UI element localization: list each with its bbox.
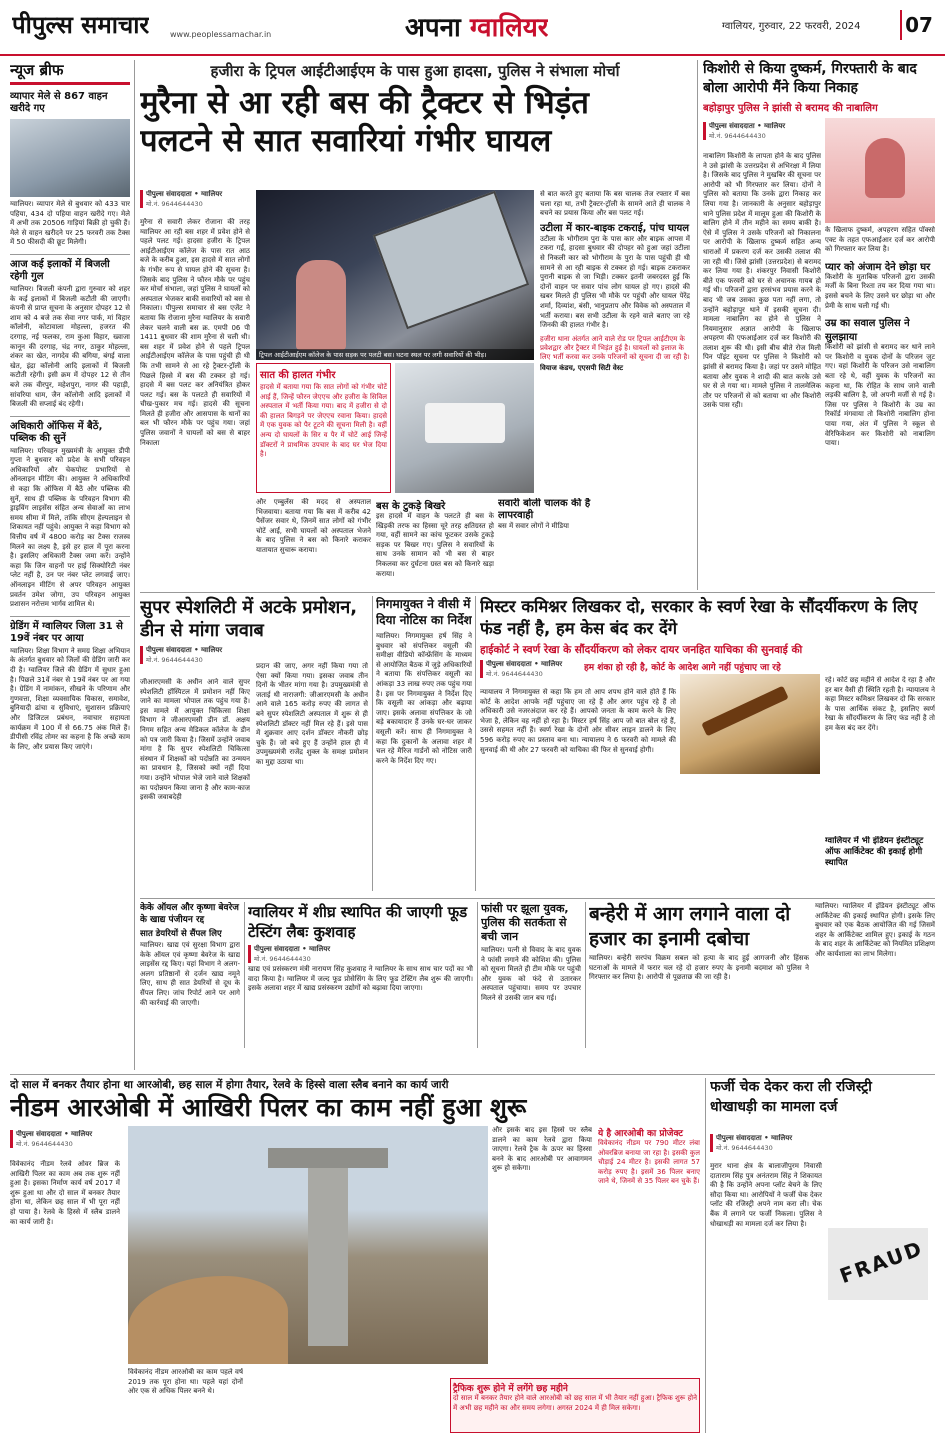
swarn-rekha-headline: मिस्टर कमिश्नर लिखकर दो, सरकार के स्वर्ण रेखा के सौंदर्यीकरण के लिए फंड नहीं है, हम केस बंद कर देंगे xyxy=(480,597,918,638)
illustration-photo xyxy=(825,118,935,223)
love-left-home-body: किशोरी के मुताबिक परिजनों द्वारा उसकी मर्जी के बिना रिश्ता तय कर दिया गया था। इससे बचने के लिए उसने घर छोड़ा था और प्रेमी के साथ चली गई थी। xyxy=(825,272,935,310)
section-title-city: ग्वालियर xyxy=(469,13,549,43)
hospital-photo xyxy=(395,363,534,493)
super-speciality-byline: पीपुल्स संवाददाता • ग्वालियर मो.नं. 9644644430 xyxy=(140,646,250,664)
lead-byline: पीपुल्स संवाददाता • ग्वालियर मो.नं. 9644644430 xyxy=(140,190,250,208)
swarn-rekha-story xyxy=(480,596,935,896)
rob-body-3: और इसके बाद इस हिस्से पर स्लैब डालने का काम रेलवे द्वारा किया जाएगा। रेलवे ट्रैक के ऊपर का हिस्सा बनने के बाद आरओबी पर आवागमन शुरू हो सकेगा। xyxy=(492,1126,592,1173)
right-top-col2-body: के खिलाफ दुष्कर्म, अपहरण सहित पॉक्सो एक्ट के तहत एफआईआर दर्ज कर आरोपी को गिरफ्तार कर लिया है। xyxy=(825,226,935,254)
rob-body: विवेकानंद नीडम रेलवे ओवर ब्रिज के आखिरी पिलर का काम अब तक शुरू नहीं हुआ है। इसका निर्माण कार्य वर्ष 2017 में शुरू हुआ था और दो साल में बनकर तैयार होना था, लेकिन छह साल में भी पूरा नहीं हो पाया है। रेलवे के हिस्से में स्लैब डालने का कार्य जारी है। xyxy=(10,1160,120,1226)
asp-credit: वियाज कंडच, एएसपी सिटी वेस्ट xyxy=(540,363,624,372)
section-title-prefix: अपना xyxy=(405,13,461,43)
right-top-body: नाबालिग किशोरी के लापता होने के बाद पुलिस ने उसे झांसी के उत्तरप्रदेश से अभिरक्षा में लिया है। जिसके बाद पुलिस ने मुखबिर की सूचना पर आरोपी को भी गिरफ्तार कर लिया। दोनों ने पुलिस को बताया कि उनके द्वारा निकाह कर लिया गया है। जानकारी के अनुसार बहोड़ापुर थाने पुलिस प्रदेश में मालूम हुआ की किशोरी के बालिग होने में तीन महीने का समय बाकी है। ऐसे में पुलिस ने उसके परिजनों को निकालना पर आरोपी के खिलाफ दुष्कर्म सहित अन्य धाराओं में प्रकरण दर्ज कर उसकी तलाश की जा रही थी। जिसे झांसी (उत्तरप्रदेश) से बरामद कर लिया गया है। शंकरपुर निवासी किशोरी बीते एक फरवरी को घर से अचानक गायब हो गई थी। परिजनों द्वारा हरसंभव प्रयास करने के बाद भी जब उसका कुछ पता नहीं लगा, तो उन्होंने बहोड़ापुर थाने में इसकी सूचना दी। मामला नाबालिग का होने से पुलिस ने नियमानुसार अज्ञात आरोपी के खिलाफ अपहरण की एफआईआर दर्ज कर किशोरी की तलाश शुरू की थी। इसी बीच बीते रोज मिली पिन पॉइंट सूचना पर पुलिस ने किशोरी को झांसी से बरामद किया है। जहां पर उसने मोहित बताया और युवक ने शादी की बात करके उसे घर से ले गया था। मामले पुलिस ने तालमेलिक तौर पर परिजनों से को बताया था और किशोरी उसके पास रही। xyxy=(703,152,821,410)
age-question-body: किशोरी को झांसी से बरामद कर थाने लाने पर किशोरी व युवक दोनों के परिजन जुट गए। वहां किशोरी के परिजन उसे नाबालिग बता रहे थे, वहीं युवक के परिजनों का कहना था, कि रोहित के साथ जाने वाली लड़की बालिग है, जो अपनी मर्जी से गई है। जिस पर पुलिस ने किशोरी के उम्र का रिकॉर्ड मंगवाया तो किशोरी नाबालिग होना पाया गया, अंत में पुलिस ने स्कूल से वेरिफिकेशन कर किशोरी को नाबालिग पाया। xyxy=(825,343,935,448)
rob-body-2: विवेकानंद नीडम आरओबी का काम पहले वर्ष 2019 तक पूरा होना था। पहले यहां दोनों ओर एक से अधिक पिलर बनने थे। xyxy=(128,1368,243,1396)
rob-byline: पीपुल्स संवाददाता • ग्वालियर मो.नं. 9644644430 xyxy=(10,1130,120,1148)
rob-kicker: दो साल में बनकर तैयार होना था आरओबी, छह साल में होगा तैयार, रेलवे के हिस्से वाला स्लैब बनाने का कार्य जारी xyxy=(10,1079,449,1091)
banheri-arson-body: ग्वालियर। बन्हेरी सरपंच विक्रम सबल को हत्या के बाद हुई आगजनी और हिंसक घटनाओं के मामले में फरार चल रहे दो हजार रुपए के इनामी बदमाश को पुलिस ने गिरफ्तार कर लिया है। आरोपी से पूछताछ की जा रही है। xyxy=(589,954,809,982)
super-speciality-story xyxy=(140,596,368,896)
swarn-rekha-body: न्यायालय ने निगमायुक्त से कहा कि हम तो आप शपथ होने वाले होते हैं कि कोर्ट के आदेश आपके नहीं पहुंचाए जा रहे हैं और अगर पहुंच रहे हैं तो अधिकारी उसे नजरअंदाज कर रहे हैं। आपको जनता के काम करने के लिए भेजा है, लेकिन वह नहीं हो रहा है। मिस्टर हर्ष सिंह आप जो बात बोल रहे हैं, उससे सहमत नहीं हैं। स्वर्ण रेखा के दोनों ओर सीवर लाइन डालने के लिए 596 करोड़ रुपए का प्रस्ताव बना था। न्यायालय ने 6 फरवरी को मामले की सुनवाई की थी और 27 फरवरी को याचिका की फिर से सुनवाई होगी। xyxy=(480,688,676,754)
commissioner-notice-body: ग्वालियर। निगमायुक्त हर्ष सिंह ने बुधवार को संपत्तिकर वसूली की समीक्षा वीडियो कॉन्फ्रेंसिंग के माध्यम से आयोजित बैठक में जुड़े अधिकारियों ने बताया कि संपत्तिकर वसूली का आंकड़ा 33 लाख रुपए तक पहुंच गया है। इस पर निगमायुक्त ने निर्देश दिए कि वसूली का आंकड़ा और बढ़ाया जाए। इसके अलावा संपत्तिकर के जो बड़े बकायादार हैं उनके घर-घर जाकर वसूली करें। साथ ही निगमायुक्त ने कहा कि दुकानों के अलावा शहर में चल रहे मैरिज गार्डनों को नोटिस जारी करने के निर्देश दिए गए। xyxy=(376,632,472,765)
age-question-title: उम्र का सवाल पुलिस ने सुलझाया xyxy=(825,318,910,344)
swarn-rekha-pullquote: हम शंका हो रही है, कोर्ट के आदेश आगे नहीं पहुंचाए जा रहे xyxy=(584,663,781,673)
hanging-youth-story xyxy=(481,902,581,1050)
architect-body-box xyxy=(815,902,935,1050)
brief-1-title: व्यापार मेले से 867 वाहन खरीदे गए xyxy=(10,91,108,114)
paper-name: पीपुल्स समाचार xyxy=(12,10,150,39)
brief-4-title: ग्रेडिंग में ग्वालियर जिला 31 से 19वें नंबर पर आया xyxy=(10,616,130,645)
serious-condition-label: सात की हालत गंभीर xyxy=(260,370,336,381)
lead-headline-1: मुरैना से आ रही बस की ट्रैक्टर से भिड़ंत xyxy=(140,85,589,121)
super-speciality-body-2: प्रदान की जाए, अगर नहीं किया गया तो ऐसा क्यों किया गया। इसका जवाब तीन दिनों के भीतर मांगा गया है। उपमुख्यमंत्री से जताई थी नाराजगी: जीआरएमसी के अधीन आने वाले 165 करोड़ रुपए की लागत से बने सुपर स्पेशलिटी अस्पताल में शुरू से ही स्पेशलिटी डॉक्टर नहीं मिल रहे हैं। इसे पास में शुक्रवार आए दर्शन डॉक्टर नौकरी छोड़ चुके हैं। जो बचे हुए हैं उन्होंने हाल ही में उपमुख्यमंत्री राजेंद्र शुक्ल के समक्ष प्रमोशन का मुद्दा उठाया था। xyxy=(256,662,368,766)
food-testing-lab-story xyxy=(248,902,473,1050)
crowd-shape xyxy=(296,260,346,350)
lead-headline-2: पलटने से सात सवारियां गंभीर घायल xyxy=(140,123,552,159)
masthead xyxy=(0,0,945,56)
lead-col-4-body: से बात करते हुए बताया कि बस चालक तेज रफ्तार में बस चला रहा था, तभी ट्रैक्टर-ट्रॉली के सामने आते ही चालक ने बचने का प्रयास किया और बस पलट गई। xyxy=(540,190,690,218)
asp-quote-text: हजीरा थाना अंतर्गत आने वाले रोड पर ट्रिपल आईटीएम के प्रवेशद्वार और ट्रैक्टर में भिड़ंत हुई है। घायलों को इलाज के लिए भर्ती करवा कर उनके परिजनों को सूचना दी जा रही है। xyxy=(540,334,690,361)
brief-2-title: आज कई इलाकों में बिजली रहेगी गुल xyxy=(10,254,130,283)
asp-quote xyxy=(540,335,690,373)
right-top-col2 xyxy=(825,226,935,590)
bus-pieces-body: इस हादसे में वाहन के पलटते ही बस के खिड़की तरफ का हिस्सा चूरे तरह क्षतिग्रस्त हो गया, वहीं सामने का कांच फूटकर उसके टुकड़े सड़क पर बिखर गए। पुलिस ने सवारियों के साथ उनके सामान को भी बस से बाहर निकलवा कर दुर्घटना ग्रस्त बस को किनारे खड़ा कराया। xyxy=(376,512,494,578)
architect-headline: ग्वालियर में भी इंडियन इंस्टीट्यूट ऑफ आर्किटेक्ट की इकाई होगी स्थापित xyxy=(825,836,924,868)
fraud-stamp-image xyxy=(828,1228,928,1300)
utila-accident-title: उटीला में कार-बाइक टकराई, पांच घायल xyxy=(540,222,690,234)
brief-2-body: ग्वालियर। बिजली कंपनी द्वारा गुरुवार को शहर के कई इलाकों में बिजली कटौती की जाएगी। कंपनी से प्राप्त सूचना के अनुसार दोपहर 12 से शाम को 4 बजे तक सेवा नगर पार्क, मां विहार कॉलोनी, कोटावाला मोहल्ला, हजरत की दरगाह, नई फलका, राम कुआ विहार, ख्वाजा कानून की दरगाह, चंद्र नगर, ठाकुर मोहल्ला, शंकर का खेत, नागदेव की बगिया, बंगई वाला खेत, इंद्रा कॉलोनी आदि इलाकों में बिजली कटौती रहेगी। इसी क्रम में दोपहर 12 से तीन बजे तक वीरपुर, महेशपुरा, नागर की पहाड़ी, सांवरिया धाम, जैन कॉलोनी आदि इलाकों में बिजली की सप्लाई बंद रहेगी। xyxy=(10,284,130,409)
swarn-rekha-body-right: रहे। कोर्ट छह महीने से आदेश दे रहा है और हर बार वैसी ही स्थिति रहती है। न्यायालय ने कहा मिस्टर कमिश्नर लिखकर दो कि सरकार के पास आर्थिक संकट है, इसलिए स्वर्ण रेखा के सौंदर्यीकरण के लिए फंड नहीं है तो हम केस बंद कर देंगे। xyxy=(825,676,935,732)
food-testing-lab-headline: ग्वालियर में शीघ्र स्थापित की जाएगी फूड टेस्टिंग लैबः कुशवाह xyxy=(248,903,468,941)
hanging-youth-headline: फांसी पर झूला युवक, पुलिस की सतर्कता से बची जान xyxy=(481,902,569,943)
rob-info-title: ये है आरओबी का प्रोजेक्ट xyxy=(598,1129,683,1139)
dateline: ग्वालियर, गुरुवार, 22 फरवरी, 2024 xyxy=(722,21,861,32)
right-top-byline: पीपुल्स संवाददाता • ग्वालियर मो.नं. 9644644430 xyxy=(703,122,823,140)
rob-story xyxy=(10,1078,700,1433)
brief-3-title: अधिकारी ऑफिस में बैठें, पब्लिक की सुनें xyxy=(10,416,130,445)
traffic-box xyxy=(450,1378,700,1433)
bus-pieces-title: बस के टुकड़े बिखरे xyxy=(376,501,446,512)
commissioner-notice-story xyxy=(376,596,472,896)
food-license-sub: सात डेयरियों से सैंपल लिए xyxy=(140,929,222,939)
section-title xyxy=(405,8,548,44)
driver-negligence-title: सवारी बोली चालक की है लापरवाही xyxy=(498,498,591,521)
traffic-box-body: दो साल में बनकर तैयार होने वाले आरओबी को छह साल में भी तैयार नहीं हुआ। ट्रैफिक शुरू होने में अभी छह महीने का और समय लगेगा। अगस्त 2024 में ही मिल सकेगा। xyxy=(453,1394,697,1412)
driver-negligence-body: बस में सवार लोगों ने मीडिया xyxy=(498,522,569,530)
love-left-home-title: प्यार को अंजाम देने छोड़ा घर xyxy=(825,261,931,273)
serious-condition-box xyxy=(256,363,391,493)
bus-accident-photo xyxy=(256,190,534,360)
swarn-rekha-subhead: हाईकोर्ट ने स्वर्ण रेखा के सौंदर्यीकरण को लेकर दायर जनहित याचिका की सुनवाई की xyxy=(480,644,803,656)
pillar-shape xyxy=(308,1156,348,1346)
fraud-body: मुरार थाना क्षेत्र के बालाजीपुरम निवासी दाताराम सिंह पुत्र अनंतराम सिंह ने शिकायत की है कि उन्होंने अपना प्लॉट बेचने के लिए सौदा किया था। आरोपियों ने फर्जी चेक देकर प्लॉट की रजिस्ट्री अपने नाम करा ली। चेक बैंक में लगाने पर फर्जी निकला। पुलिस ने धोखाधड़ी का मामला दर्ज कर लिया है। xyxy=(710,1162,822,1228)
right-top-story xyxy=(703,60,935,590)
lead-phone: मो.नं. 9644644430 xyxy=(146,200,203,208)
lead-kicker: हजीरा के ट्रिपल आईटीआईएम के पास हुआ हादसा, पुलिस ने संभाला मोर्चा xyxy=(210,62,620,80)
food-testing-lab-body: खाद्य एवं प्रसंस्करण मंत्री नारायण सिंह कुशवाह ने ग्वालियर के साथ साथ चार पदों का भी वादा किया है। ग्वालियर में जल्द फूड प्रोसेसिंग के लिए फूड टेस्टिंग लैब शुरू की जाएगी। इसके अलावा शहर में खाद्य प्रसंस्करण उद्योगों को बढ़ावा दिया जाएगा। xyxy=(248,965,473,993)
food-license-story xyxy=(140,902,240,1050)
lead-sub-1 xyxy=(376,498,494,590)
right-top-subhead: बहोड़ापुर पुलिस ने झांसी से बरामद की नाबालिग xyxy=(703,103,878,114)
fraud-story xyxy=(710,1078,935,1433)
traffic-box-title: ट्रैफिक शुरू होने में लगेंगे छह महीने xyxy=(453,1384,568,1394)
utila-accident-body: उटीला के भोगीराम पुरा के पास कार और बाइक आपस में टकरा गईं, हादसा बुधवार की दोपहर को हुआ जहां उटीला से निकली कार को भोगीराम के पुरा के पास पहुंची ही थी सामने से आ रही बाइक से टक्कर हो गई। बाइक टकराकर पुरानी बाइक से जा भिड़ी। टक्कर इतनी जबरदस्त हुई कि दोनों वाहन पर सवार पांच लोग घायल हो गए। हादसे की खबर मिलते ही पुलिस भी मौके पर पहुंची और घायल पेरेंद्र शर्मा, दिव्यांश, बंसी, भानुप्रताप और विवेक को अस्पताल में भर्ती कराया। बस सभी उटीला के रहने वाले बताए जा रहे जिनकी की हालत गंभीर है। xyxy=(540,234,690,330)
website: www.peoplessamachar.in xyxy=(170,30,272,39)
lead-story xyxy=(140,60,690,590)
food-license-body: ग्वालियर। खाद्य एवं सुरक्षा विभाग द्वारा केके ऑयल एवं कृष्णा बेवरेज के खाद्य लाइसेंस रद्द किए। यहां विभाग ने अलग-अलग प्रतिष्ठानों से दर्जन खाद्य नमूने लिए, साथ ही सात डेयरियों से दूध के सैंपल लिए। जांच रिपोर्ट आने पर आगे की कार्रवाई की जाएगी। xyxy=(140,941,240,1007)
hanging-youth-body: ग्वालियर। पत्नी से विवाद के बाद युवक ने फांसी लगाने की कोशिश की। पुलिस को सूचना मिलते ही टीम मौके पर पहुंची और युवक को फंदे से उतारकर अस्पताल पहुंचाया। समय पर उपचार मिलने से उसकी जान बच गई। xyxy=(481,946,581,1002)
rob-info-box xyxy=(598,1126,700,1376)
architect-body: ग्वालियर। ग्वालियर में इंडियन इंस्टीट्यूट ऑफ आर्किटेक्ट की इकाई स्थापित होगी। इसके लिए बुधवार को एक बैठक आयोजित की गई जिसमें शहर के आर्किटेक्ट शामिल हुए। इकाई के गठन के बाद शहर के आर्किटेक्ट को नियमित प्रशिक्षण और कार्यशाला का लाभ मिलेगा। xyxy=(815,902,935,958)
gavel-photo xyxy=(680,674,820,774)
page-number: 07 xyxy=(900,10,936,40)
super-speciality-body: जीआरएमसी के अधीन आने वाले सुपर स्पेशलिटी हॉस्पिटल में प्रमोशन नहीं किए जाने का मामला भोपाल तक पहुंच गया है। इस मामले में आयुक्त चिकित्सा शिक्षा विभाग ने जीआरएमसी डीन डॉ. अक्षय निगम सहित अन्य मेडिकल कॉलेज के डीन को पत्र जारी किया है। जिसमें उन्होंने जवाब मांगा है कि सुपर स्पेशलिटी चिकित्सा संस्थान में शिक्षकों को पदोन्नति का उन्मयन का प्रावधान है, जिसको क्यों नहीं दिया गया। उन्होंने भोपाल भेजे जाने वाले शिक्षकों का पदोन्नयन किया जाना है और काम-काज इसकी जवाबदेही xyxy=(140,678,250,802)
news-brief-header: न्यूज ब्रीफ xyxy=(10,60,130,85)
right-top-headline: किशोरी से किया दुष्कर्म, गिरफ्तारी के बाद बोला आरोपी मैंने किया निकाह xyxy=(703,61,917,96)
fraud-stamp-text: FRAUD xyxy=(836,1235,927,1289)
rob-headline: नीडम आरओबी में आखिरी पिलर का काम नहीं हुआ शुरू xyxy=(10,1093,527,1122)
photo-caption: ट्रिपल आईटीआईएम कॉलेज के पास सड़क पर पलटी बस। घटना स्थल पर लगी सवारियों की भीड़। xyxy=(256,349,534,360)
architect-story xyxy=(825,836,935,896)
fraud-kicker: फर्जी चेक देकर करा ली रजिस्ट्री xyxy=(710,1079,872,1095)
lead-col-1: मुरैना से सवारी लेकर रोजाना की तरह ग्वालियर आ रही बस शहर में प्रवेश होने से पहले पलट गई। हादसा हजीरा के ट्रिपल आईटीआईएम कॉलेज के पास रात आठ बजे के करीब हुआ, इस हादसे में सात लोगों के गंभीर रूप से घायल होने की सूचना है। जिसके बाद पुलिस ने फौरन मौके पर पहुंच कर मोर्चा संभाला, जहां पुलिस ने घायलों को अस्पताल भेजकर बाकी सवारियों को बस से निकाला। पीपुल्स समाचार से बस एजेंट ने बताया कि रोजाना मुरैना ग्वालियर के सवारी लेकर चलने वाली बस क्र. एमपी 06 पी 1411 बुधवार की शाम मुरैना से चली थी। बस शहर में प्रवेश होने से पहले ट्रिपल आईटीआईएम कॉलेज के पास पहुंची ही थी कि तभी सामने से आ रहे ट्रैक्टर-ट्रॉली के पिछले हिस्से में बस की टक्कर हो गई। हादसे में बस पलट कर अनियंत्रित होकर पलट गई। बस के पलटते ही सवारियों में चीख-पुकार मच गई। हादसे की सूचना मिलते ही हजीरा और आसपास के थानों का बल भी फौरन मौके पर पहुंच गया। जहां पुलिस जवानों ने घायलों को बस से बाहर निकाला xyxy=(140,218,250,447)
bus-shape xyxy=(373,191,529,329)
rob-info-body: विवेकानंद नीडम पर 790 मीटर लंबा ओवरब्रिज बनाया जा रहा है। इसकी कुल चौड़ाई 24 मीटर है। इसकी लागत 57 करोड़ रुपए है। इसमें 36 पिलर बनाए जाने थे, जिनमें से 35 पिलर बन चुके हैं। xyxy=(598,1139,700,1186)
food-license-headline: केके ऑयल और कृष्णा बेवरेज के खाद्य पंजीयन रद्द xyxy=(140,903,239,925)
rob-photo xyxy=(128,1126,488,1364)
food-testing-lab-byline: पीपुल्स संवाददाता • ग्वालियर मो.नं. 9644644430 xyxy=(248,945,348,963)
banheri-arson-story xyxy=(589,902,809,1050)
fraud-headline: धोखाधड़ी का मामला दर्ज xyxy=(710,1099,838,1115)
super-speciality-headline: सुपर स्पेशलिटी में अटके प्रमोशन, डीन से मांगा जवाब xyxy=(140,597,358,641)
serious-condition-body: हादसे में बताया गया कि सात लोगों को गंभीर चोटें आई हैं, जिन्हें फौरन जेएएच और हजीरा के सिविल अस्पताल में भर्ती किया गया। बाद में हजीरा से दो की हालत बिगड़ने पर जेएएच रवाना किया। हादसे में एक युवक को पैर टूटने की सूचना मिली है। वहीं अन्य दो घायलों के सिर व पैर में चोटें आई जिन्हें डॉक्टरों ने प्राथमिक उपचार के बाद घर भेज दिया है। xyxy=(260,383,387,459)
lead-col-4 xyxy=(540,190,690,590)
brief-3-body: ग्वालियर। परिवहन मुख्यमंत्री के आयुक्त डीपी गुप्ता ने बुधवार को प्रदेश के सभी परिवहन अधिकारियों और चेकपोस्ट प्रभारियों से ऑनलाइन मीटिंग की। आयुक्त ने अधिकारियों से कहा कि ऑफिस में बैठें और पब्लिक की सुनें, साथ ही पब्लिक के परिवहन विभाग की ड्राइविंग लाइसेंस संहित अन्य सेवाओं का लाभ समय सीमा में मिले, तांकि सीएम हेल्पलाइन से शिकायत नहीं पहुंचे। आयुक्त ने कहा विभाग को वित्तीय वर्ष में 4800 करोड़ का टैक्स राजस्व मिलने का लक्ष्य है, इसे हर हाल में पूरा करना है। इसलिए अधिकारी टैक्स जमा करें। उन्होंने कहा कि जिन वाहनों पर हाई सिक्योरिटी नंबर प्लेट नहीं है, उन पर नंबर प्लेट लगवाई जाए। ऑनलाइन मीटिंग से अपर परिवहन आयुक्त प्रवर्तन उमेश जोगा, उप परिवहन आयुक्त प्रशासन नरोत्तम भार्गव शामिल थे। xyxy=(10,446,130,609)
left-news-brief-column xyxy=(10,60,130,1075)
banheri-arson-headline: बन्हेरी में आग लगाने वाला दो हजार का इनामी दबोचा xyxy=(589,903,791,950)
cars-photo xyxy=(10,119,130,197)
swarn-rekha-byline: पीपुल्स संवाददाता • ग्वालियर मो.नं. 9644644430 xyxy=(480,660,580,678)
brief-4-body: ग्वालियर। शिक्षा विभाग ने समग्र शिक्षा अभियान के अंतर्गत बुधवार को जिलों की ग्रेडिंग जारी कर दी है। ग्वालियर जिले की ग्रेडिंग में सुधार हुआ है। पिछले 31वें नंबर से 19वें नंबर पर आ गया है। ग्रेडिंग में नामांकन, सीखने के परिणाम और गुणवत्ता, शिक्षा व्यवसायिक विकास, समावेश, बुनियादी ढांचा व सुविधाएं, सुशासन प्रक्रियाएं और डिजिटल प्रबंधन, नवाचार सहायता कार्यक्रम में 100 में से 66.75 अंक मिले हैं। डीपीसी रविंद्र तोमर का कहना है कि अच्छे काम के लिए, और प्रयास किए जाएंगे। xyxy=(10,646,130,751)
lead-col-2b: और एम्बुलेंस की मदद से अस्पताल भिजवाया। बताया गया कि बस में करीब 42 पैसेंजर सवार थे, जिनमें सात लोगों को गंभीर चोटें आईं, सभी घायलों को अस्पताल भेजने के बाद पुलिस ने बस को किनारे कराकर यातायात सुचारू कराया। xyxy=(256,498,371,554)
fraud-byline: पीपुल्स संवाददाता • ग्वालियर मो.नं. 9644644430 xyxy=(710,1134,820,1152)
commissioner-notice-headline: निगमायुक्त ने वीसी में दिया नोटिस का निर्देश xyxy=(376,597,472,627)
brief-1-body: ग्वालियर। व्यापार मेले से बुधवार को 433 चार पहिया, 434 दो पहिया वाहन खरीदे गए। मेले में अभी तक 20506 गाड़ियां बिक्री हो चुकी हैं। मेले से वाहन खरीदने पर 25 फरवरी तक टैक्स में 50 फीसदी की छूट मिलेगी। xyxy=(10,200,130,247)
